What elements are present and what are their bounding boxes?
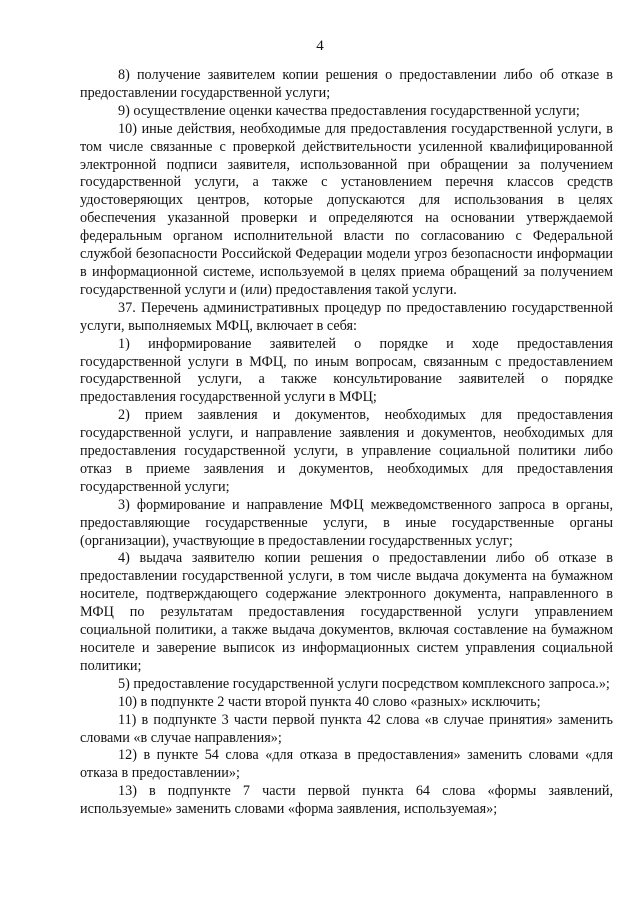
paragraph-procedure-3: 3) формирование и направление МФЦ межведомственного запроса в органы, предоставляющие государственные услуги, в иные государственные органы (организации), участвующие в предоставлении государственных услуг;	[80, 496, 613, 549]
paragraph-amendment-12: 12) в пункте 54 слова «для отказа в предоставления» заменить словами «для отказа в предоставлении»;	[80, 747, 613, 782]
paragraph-procedure-1: 1) информирование заявителей о порядке и ходе предоставления государственной услуги в МФЦ, по иным вопросам, связанным с предоставлением государственной услуги, а также консультирование заявителей о порядке предоставления государственной услуги в МФЦ;	[80, 335, 613, 406]
paragraph-item-8: 8) получение заявителем копии решения о предоставлении либо об отказе в предоставлении государственной услуги;	[80, 67, 613, 101]
page-number: 4	[316, 38, 324, 54]
document-body	[80, 67, 613, 819]
paragraph-clause-37: 37. Перечень административных процедур по предоставлению государственной услуги, выполняемых МФЦ, включает в себя:	[80, 299, 613, 334]
paragraph-item-10: 10) иные действия, необходимые для предоставления государственной услуги, в том числе связанные с проверкой действительности усиленной квалифицированной электронной подписи заявителя, использованной при обращении за получением государственной услуги, а также с установлением перечня классов средств удостоверяющих центров, которые допускаются для использования в целях обеспечения указанной проверки и определяются на основании утверждаемой федеральным органом исполнительной власти по согласованию с Федеральной службой безопасности Российской Федерации модели угроз безопасности информации в информационной системе, используемой в целях приема обращений за получением государственной услуги и (или) предоставления такой услуги.	[80, 120, 613, 298]
paragraph-amendment-13: 13) в подпункте 7 части первой пункта 64 слова «формы заявлений, используемые» заменить словами «форма заявления, используемая»;	[80, 783, 613, 818]
paragraph-item-9: 9) осуществление оценки качества предоставления государственной услуги;	[118, 102, 580, 119]
paragraph-procedure-5: 5) предоставление государственной услуги посредством комплексного запроса.»;	[118, 675, 610, 692]
paragraph-amendment-10: 10) в подпункте 2 части второй пункта 40 слово «разных» исключить;	[118, 693, 541, 710]
paragraph-procedure-4: 4) выдача заявителю копии решения о предоставлении либо об отказе в предоставлении государственной услуги, в том числе выдача документа на бумажном носителе, подтверждающего содержание электронного документа, направленного в МФЦ по результатам предоставления государственной услуги управлением социальной политики, а также выдача документов, включая составление на бумажном носителе и заверение выписок из информационных систем управления социальной политики;	[80, 550, 613, 674]
paragraph-procedure-2: 2) прием заявления и документов, необходимых для предоставления государственной услуги, и направление заявления и документов, необходимых для предоставления государственной услуги, в управление социальной политики либо отказ в приеме заявления и документов, необходимых для предоставления государственной услуги;	[80, 407, 613, 495]
paragraph-amendment-11: 11) в подпункте 3 части первой пункта 42 слова «в случае принятия» заменить словами «в случае направления»;	[80, 711, 613, 746]
